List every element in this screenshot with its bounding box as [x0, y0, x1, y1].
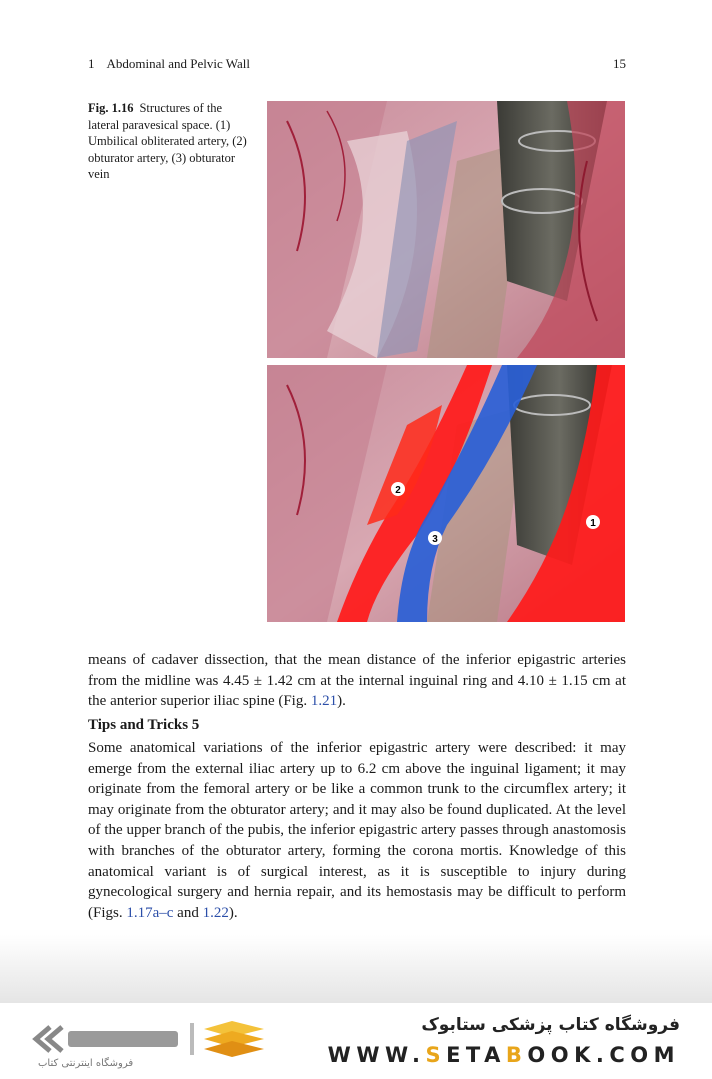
chapter-number: 1 — [88, 56, 95, 71]
figure-ref-1-21[interactable]: 1.21 — [310, 693, 338, 710]
figure-label: Fig. 1.16 — [88, 101, 134, 115]
page-fade — [0, 935, 712, 1005]
svg-text:2: 2 — [395, 485, 401, 496]
body-paragraph-1: means of cadaver dissection, that the mean distance of the inferior epigastric arteries from the midline was 4.45 ± 1.42 cm at the internal inguinal ring and 4.10 ± 1.15 cm at the anterior superior iliac spine (Fig. 1.21). — [88, 652, 626, 710]
store-banner — [0, 1003, 712, 1079]
figure-ref-1-22[interactable]: 1.22 — [202, 904, 229, 921]
marker-2 — [391, 482, 405, 496]
figure-caption — [88, 100, 253, 183]
figure-caption-text: Structures of the lateral paravesical space. (1) Umbilical obliterated artery, (2) obturator artery, (3) obturator vein — [88, 101, 247, 181]
store-name: فروشگاه کتاب پزشکی ستابوک — [421, 1015, 680, 1035]
logo-subtitle: فروشگاه اینترنتی کتاب — [38, 1058, 134, 1069]
figure-photo-annotated — [267, 365, 625, 622]
running-head — [88, 56, 626, 72]
figure-photo-top — [267, 101, 625, 358]
body-paragraph-2: Some anatomical variations of the inferior epigastric artery were described: it may emerge from the external iliac artery up to 6.2 cm above the inguinal ligament; it may originate from the femoral artery or be like a common trunk to the circumflex artery; it may originate from the obturator artery; and it may also be found duplicated. At the level of the upper branch of the pubis, the inferior epigastric artery passes through anastomosis with branches of the obturator artery, forming the corona mortis. Knowledge of this anatomical variant is of surgical interest, as it is susceptible to injury during gynecological surgery and hernia repair, and its hemostasis may be difficult to perform (Figs. 1.17a–c and 1.22). — [88, 740, 626, 921]
chapter-title: Abdominal and Pelvic Wall — [106, 56, 250, 71]
marker-3 — [428, 531, 442, 545]
svg-text:3: 3 — [432, 534, 438, 545]
store-url[interactable]: WWW.SETABOOK.COM — [327, 1043, 680, 1067]
figure-ref-1-17[interactable]: 1.17a–c — [126, 904, 174, 921]
chapter-heading — [88, 56, 250, 72]
tips-heading: Tips and Tricks 5 — [88, 717, 200, 733]
svg-text:1: 1 — [590, 518, 596, 529]
setabook-logo-icon — [32, 1019, 272, 1059]
marker-1 — [586, 515, 600, 529]
page-number: 15 — [613, 56, 626, 71]
